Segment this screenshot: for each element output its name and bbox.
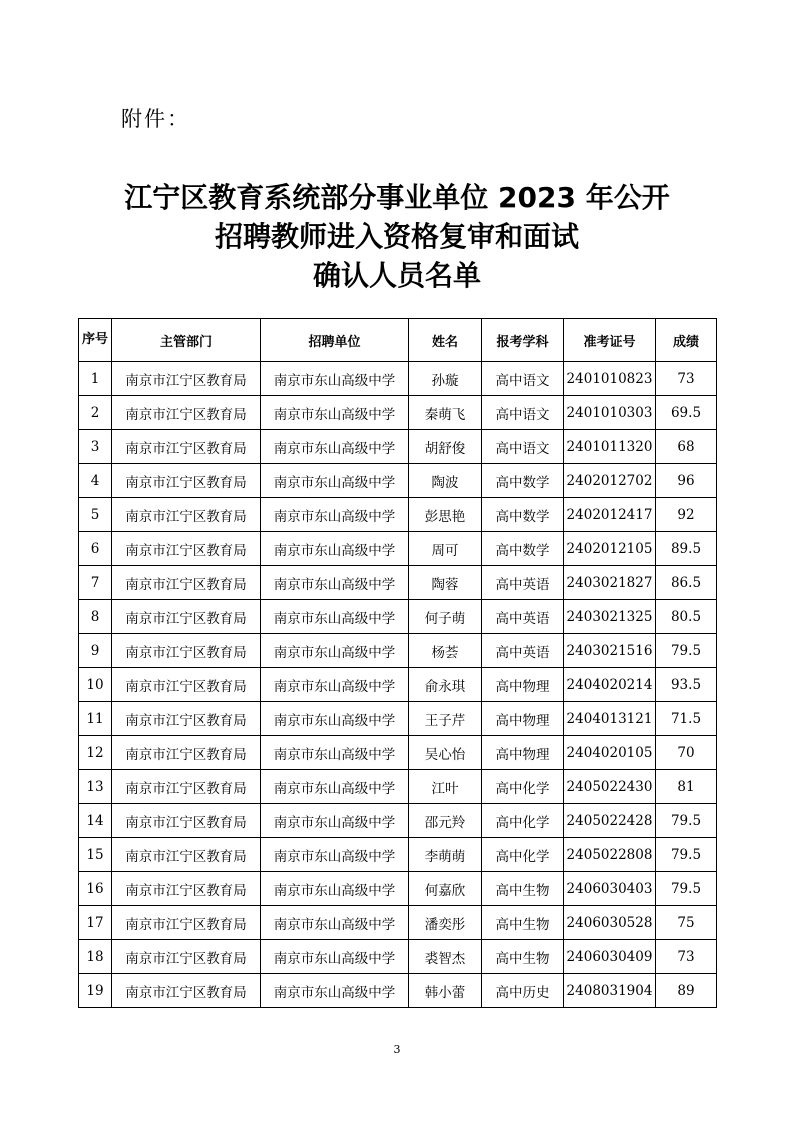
header-department: 主管部门 — [112, 319, 261, 362]
cell-unit: 南京市东山高级中学 — [261, 872, 409, 906]
cell-subject: 高中化学 — [482, 770, 564, 804]
cell-ticket: 2405022430 — [564, 770, 656, 804]
candidate-table — [78, 318, 717, 1008]
cell-unit: 南京市东山高级中学 — [261, 668, 409, 702]
cell-name: 胡舒俊 — [409, 430, 482, 464]
cell-unit: 南京市东山高级中学 — [261, 362, 409, 396]
cell-subject: 高中英语 — [482, 566, 564, 600]
cell-name: 陶蓉 — [409, 566, 482, 600]
cell-unit: 南京市东山高级中学 — [261, 600, 409, 634]
table-row — [79, 532, 717, 566]
cell-name: 孙璇 — [409, 362, 482, 396]
cell-score: 71.5 — [656, 702, 717, 736]
cell-ticket: 2401010303 — [564, 396, 656, 430]
cell-name: 韩小蕾 — [409, 974, 482, 1008]
page-number: 3 — [393, 1043, 401, 1056]
cell-score: 73 — [656, 362, 717, 396]
cell-seq: 11 — [79, 702, 112, 736]
cell-ticket: 2405022428 — [564, 804, 656, 838]
title-line-2: 招聘教师进入资格复审和面试 — [214, 220, 579, 253]
cell-unit: 南京市东山高级中学 — [261, 770, 409, 804]
cell-seq: 8 — [79, 600, 112, 634]
cell-score: 68 — [656, 430, 717, 464]
cell-department: 南京市江宁区教育局 — [112, 736, 261, 770]
cell-unit: 南京市东山高级中学 — [261, 396, 409, 430]
cell-seq: 10 — [79, 668, 112, 702]
table-row — [79, 600, 717, 634]
cell-unit: 南京市东山高级中学 — [261, 566, 409, 600]
cell-seq: 12 — [79, 736, 112, 770]
cell-ticket: 2401011320 — [564, 430, 656, 464]
cell-unit: 南京市东山高级中学 — [261, 634, 409, 668]
table-row — [79, 974, 717, 1008]
cell-unit: 南京市东山高级中学 — [261, 498, 409, 532]
cell-subject: 高中语文 — [482, 396, 564, 430]
cell-seq: 15 — [79, 838, 112, 872]
cell-seq: 17 — [79, 906, 112, 940]
cell-department: 南京市江宁区教育局 — [112, 804, 261, 838]
table-row — [79, 668, 717, 702]
cell-name: 裘智杰 — [409, 940, 482, 974]
table-body — [79, 362, 717, 1008]
cell-subject: 高中物理 — [482, 736, 564, 770]
cell-department: 南京市江宁区教育局 — [112, 498, 261, 532]
cell-score: 89 — [656, 974, 717, 1008]
cell-score: 86.5 — [656, 566, 717, 600]
cell-name: 杨荟 — [409, 634, 482, 668]
cell-department: 南京市江宁区教育局 — [112, 634, 261, 668]
cell-subject: 高中化学 — [482, 804, 564, 838]
cell-score: 89.5 — [656, 532, 717, 566]
table-row — [79, 940, 717, 974]
cell-department: 南京市江宁区教育局 — [112, 362, 261, 396]
table-row — [79, 430, 717, 464]
cell-ticket: 2406030528 — [564, 906, 656, 940]
cell-name: 邵元羚 — [409, 804, 482, 838]
cell-ticket: 2402012417 — [564, 498, 656, 532]
header-seq: 序号 — [79, 319, 112, 362]
cell-score: 93.5 — [656, 668, 717, 702]
cell-department: 南京市江宁区教育局 — [112, 566, 261, 600]
cell-score: 79.5 — [656, 804, 717, 838]
cell-department: 南京市江宁区教育局 — [112, 872, 261, 906]
cell-unit: 南京市东山高级中学 — [261, 974, 409, 1008]
cell-score: 81 — [656, 770, 717, 804]
cell-seq: 19 — [79, 974, 112, 1008]
header-name: 姓名 — [409, 319, 482, 362]
cell-ticket: 2403021325 — [564, 600, 656, 634]
cell-seq: 14 — [79, 804, 112, 838]
cell-subject: 高中生物 — [482, 906, 564, 940]
cell-score: 96 — [656, 464, 717, 498]
cell-name: 周可 — [409, 532, 482, 566]
cell-name: 俞永琪 — [409, 668, 482, 702]
cell-seq: 16 — [79, 872, 112, 906]
cell-department: 南京市江宁区教育局 — [112, 532, 261, 566]
table-row — [79, 770, 717, 804]
table-row — [79, 736, 717, 770]
table-row — [79, 464, 717, 498]
cell-name: 彭思艳 — [409, 498, 482, 532]
cell-score: 79.5 — [656, 838, 717, 872]
cell-ticket: 2408031904 — [564, 974, 656, 1008]
cell-score: 73 — [656, 940, 717, 974]
attachment-label: 附件： — [121, 107, 190, 131]
cell-subject: 高中语文 — [482, 362, 564, 396]
table-row — [79, 906, 717, 940]
cell-subject: 高中化学 — [482, 838, 564, 872]
header-ticket: 准考证号 — [564, 319, 656, 362]
cell-department: 南京市江宁区教育局 — [112, 974, 261, 1008]
cell-seq: 6 — [79, 532, 112, 566]
cell-subject: 高中数学 — [482, 464, 564, 498]
cell-name: 江叶 — [409, 770, 482, 804]
table-row — [79, 804, 717, 838]
cell-name: 何子萌 — [409, 600, 482, 634]
cell-department: 南京市江宁区教育局 — [112, 770, 261, 804]
cell-department: 南京市江宁区教育局 — [112, 702, 261, 736]
cell-score: 92 — [656, 498, 717, 532]
cell-unit: 南京市东山高级中学 — [261, 736, 409, 770]
cell-seq: 18 — [79, 940, 112, 974]
cell-score: 79.5 — [656, 872, 717, 906]
cell-seq: 13 — [79, 770, 112, 804]
table-row — [79, 362, 717, 396]
cell-ticket: 2401010823 — [564, 362, 656, 396]
cell-name: 陶波 — [409, 464, 482, 498]
cell-department: 南京市江宁区教育局 — [112, 396, 261, 430]
cell-score: 69.5 — [656, 396, 717, 430]
cell-unit: 南京市东山高级中学 — [261, 906, 409, 940]
cell-ticket: 2402012105 — [564, 532, 656, 566]
cell-unit: 南京市东山高级中学 — [261, 464, 409, 498]
cell-subject: 高中生物 — [482, 940, 564, 974]
cell-score: 80.5 — [656, 600, 717, 634]
cell-name: 何嘉欣 — [409, 872, 482, 906]
cell-department: 南京市江宁区教育局 — [112, 838, 261, 872]
cell-ticket: 2404020105 — [564, 736, 656, 770]
cell-name: 王子芹 — [409, 702, 482, 736]
table-row — [79, 872, 717, 906]
cell-score: 75 — [656, 906, 717, 940]
table-header-row — [79, 319, 717, 362]
cell-seq: 7 — [79, 566, 112, 600]
cell-ticket: 2404013121 — [564, 702, 656, 736]
cell-subject: 高中语文 — [482, 430, 564, 464]
cell-unit: 南京市东山高级中学 — [261, 838, 409, 872]
cell-ticket: 2402012702 — [564, 464, 656, 498]
cell-seq: 1 — [79, 362, 112, 396]
cell-department: 南京市江宁区教育局 — [112, 906, 261, 940]
title-line-3: 确认人员名单 — [312, 259, 481, 292]
cell-seq: 4 — [79, 464, 112, 498]
title-line-1: 江宁区教育系统部分事业单位 2023 年公开 — [124, 181, 670, 214]
cell-score: 70 — [656, 736, 717, 770]
cell-seq: 5 — [79, 498, 112, 532]
header-unit: 招聘单位 — [261, 319, 409, 362]
cell-subject: 高中英语 — [482, 600, 564, 634]
cell-subject: 高中物理 — [482, 702, 564, 736]
cell-name: 秦萌飞 — [409, 396, 482, 430]
cell-subject: 高中数学 — [482, 532, 564, 566]
cell-unit: 南京市东山高级中学 — [261, 804, 409, 838]
cell-ticket: 2405022808 — [564, 838, 656, 872]
cell-ticket: 2406030403 — [564, 872, 656, 906]
cell-name: 李萌萌 — [409, 838, 482, 872]
cell-subject: 高中历史 — [482, 974, 564, 1008]
cell-name: 潘奕彤 — [409, 906, 482, 940]
table-row — [79, 634, 717, 668]
cell-subject: 高中数学 — [482, 498, 564, 532]
cell-unit: 南京市东山高级中学 — [261, 532, 409, 566]
cell-subject: 高中英语 — [482, 634, 564, 668]
cell-seq: 3 — [79, 430, 112, 464]
cell-department: 南京市江宁区教育局 — [112, 430, 261, 464]
cell-department: 南京市江宁区教育局 — [112, 668, 261, 702]
cell-unit: 南京市东山高级中学 — [261, 702, 409, 736]
document-title — [0, 178, 794, 295]
cell-department: 南京市江宁区教育局 — [112, 464, 261, 498]
table-row — [79, 396, 717, 430]
table-row — [79, 838, 717, 872]
table-row — [79, 498, 717, 532]
header-subject: 报考学科 — [482, 319, 564, 362]
cell-ticket: 2404020214 — [564, 668, 656, 702]
cell-unit: 南京市东山高级中学 — [261, 940, 409, 974]
cell-ticket: 2403021516 — [564, 634, 656, 668]
cell-unit: 南京市东山高级中学 — [261, 430, 409, 464]
table-row — [79, 702, 717, 736]
cell-ticket: 2403021827 — [564, 566, 656, 600]
cell-name: 吴心怡 — [409, 736, 482, 770]
cell-department: 南京市江宁区教育局 — [112, 600, 261, 634]
cell-score: 79.5 — [656, 634, 717, 668]
cell-subject: 高中生物 — [482, 872, 564, 906]
header-score: 成绩 — [656, 319, 717, 362]
cell-department: 南京市江宁区教育局 — [112, 940, 261, 974]
cell-seq: 2 — [79, 396, 112, 430]
table-row — [79, 566, 717, 600]
cell-seq: 9 — [79, 634, 112, 668]
cell-ticket: 2406030409 — [564, 940, 656, 974]
cell-subject: 高中物理 — [482, 668, 564, 702]
